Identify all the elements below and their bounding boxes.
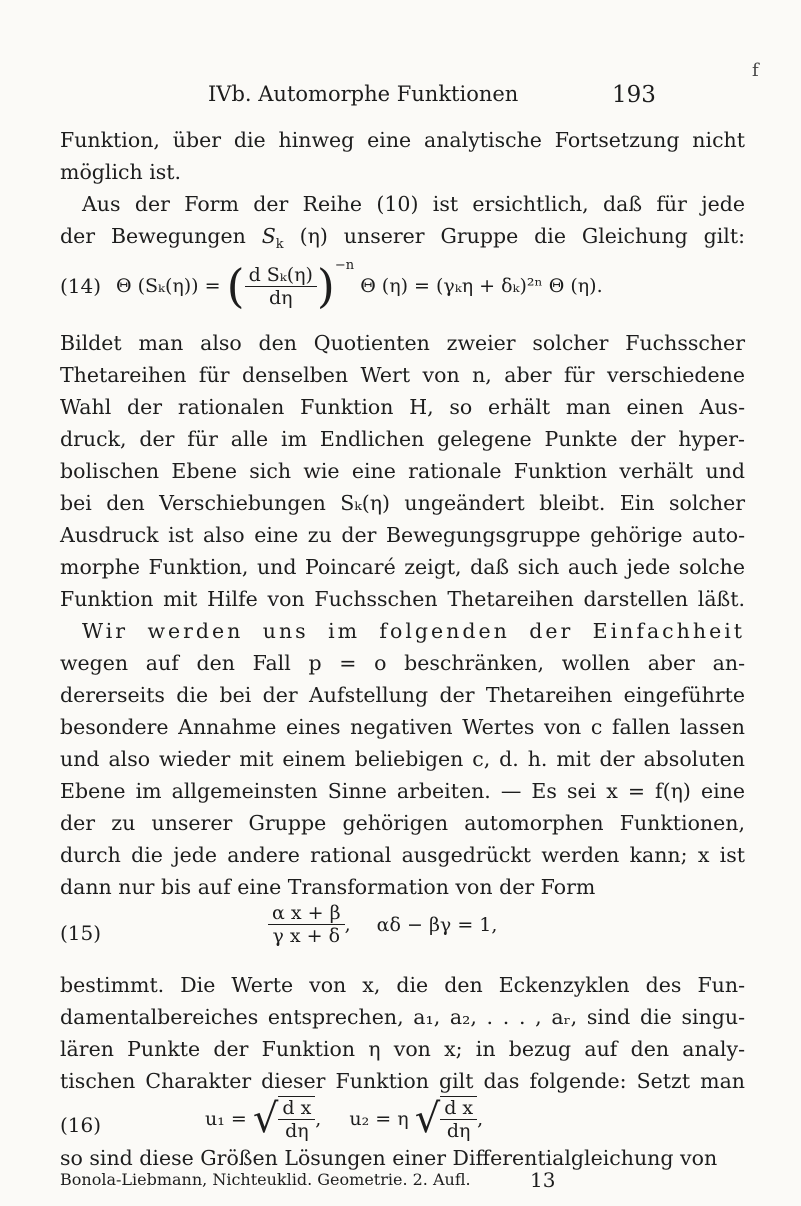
text-line: Thetareihen für denselben Wert von n, aber für verschiedene [60, 363, 745, 387]
fraction [440, 1096, 477, 1142]
equation-number: (16) [60, 1113, 102, 1137]
equation-u1: u₁ = [205, 1108, 247, 1130]
text-line: lären Punkte der Funktion η von x; in bezug auf den analy- [60, 1037, 745, 1061]
text-line: wegen auf den Fall p = o beschränken, wollen aber an- [60, 651, 745, 675]
text-line: druck, der für alle im Endlichen gelegene Punkte der hyper- [60, 427, 745, 451]
comma: , [344, 913, 351, 936]
fraction-numerator: d Sₖ(η) [245, 264, 317, 287]
fraction-numerator: α x + β [268, 902, 345, 925]
text-line: durch die jede andere rational ausgedrückt werden kann; x ist [60, 843, 745, 867]
margin-mark: f [752, 60, 759, 81]
running-header [0, 82, 801, 112]
text-line: Bildet man also den Quotienten zweier solcher Fuchsscher [60, 331, 745, 355]
text-line: und also wieder mit einem beliebigen c, d. h. mit der absoluten [60, 747, 745, 771]
text-line: Wir werden uns im folgenden der Einfachheit [82, 619, 745, 643]
fraction-denominator: dη [268, 286, 293, 309]
equation-16 [205, 1096, 483, 1142]
text-line: Ebene im allgemeinsten Sinne arbeiten. — Es sei x = f(η) eine [60, 779, 745, 803]
text-line: damentalbereiches entsprechen, a₁, a₂, . . . , aᵣ, sind die singu- [60, 1005, 745, 1029]
comma: , [477, 1108, 484, 1130]
text-line: möglich ist. [60, 160, 182, 184]
equation-number: (15) [60, 921, 102, 945]
text-line: Funktion, über die hinweg eine analytische Fortsetzung nicht [60, 128, 745, 152]
fraction [245, 264, 317, 309]
text-line: so sind diese Größen Lösungen einer Differentialgleichung von [60, 1146, 718, 1170]
math-symbol: S [261, 224, 276, 248]
text-line: dererseits die bei der Aufstellung der Thetareihen eingeführte [60, 683, 745, 707]
equation-number: (14) [60, 274, 102, 298]
math-subscript: k [275, 237, 284, 253]
text-line: Wahl der rationalen Funktion H, so erhält man einen Aus- [60, 395, 745, 419]
fraction-denominator: γ x + δ [272, 925, 341, 947]
fraction [278, 1096, 315, 1142]
chapter-title: IVb. Automorphe Funktionen [208, 82, 519, 106]
text-fragment: (η) unserer Gruppe die Gleichung gilt: [299, 224, 745, 248]
text-line [60, 220, 745, 261]
text-line: Funktion mit Hilfe von Fuchsschen Thetareihen darstellen läßt. [60, 587, 745, 611]
text-line: dann nur bis auf eine Transformation von der Form [60, 875, 596, 899]
page-number: 193 [612, 82, 656, 108]
right-paren: ) [316, 259, 335, 313]
text-fragment [261, 224, 284, 253]
text-line: der zu unserer Gruppe gehörigen automorphen Funktionen, [60, 811, 745, 835]
fraction-denominator: dη [285, 1120, 309, 1142]
sqrt-sign: √ [252, 1096, 279, 1142]
comma: , [315, 1108, 322, 1130]
text-line: bei den Verschiebungen Sₖ(η) ungeändert bleibt. Ein solcher [60, 491, 745, 515]
text-line: besondere Annahme eines negativen Wertes von c fallen lassen [60, 715, 745, 739]
equation-lhs: Θ (Sₖ(η)) = [116, 275, 221, 297]
signature-mark: 13 [530, 1168, 556, 1192]
fraction-numerator: d x [440, 1097, 477, 1120]
equation-rhs: αδ − βγ = 1, [376, 913, 498, 936]
equation-14 [116, 258, 603, 313]
text-line: Ausdruck ist also eine zu der Bewegungsgruppe gehörige auto- [60, 523, 745, 547]
text-line: bolischen Ebene sich wie eine rationale Funktion verhält und [60, 459, 745, 483]
text-line: Aus der Form der Reihe (10) ist ersichtlich, daß für jede [82, 192, 745, 216]
fraction-denominator: dη [446, 1120, 471, 1142]
equation-rhs: Θ (η) = (γₖη + δₖ)²ⁿ Θ (η). [360, 275, 603, 297]
text-fragment: der Bewegungen [60, 224, 246, 248]
text-line: bestimmt. Die Werte von x, die den Eckenzyklen des Fun- [60, 973, 745, 997]
exponent: −n [334, 258, 355, 273]
equation-u2: u₂ = η [349, 1108, 409, 1130]
equation-15 [268, 902, 497, 947]
left-paren: ( [226, 259, 245, 313]
footer-citation: Bonola-Liebmann, Nichteuklid. Geometrie. 2. Aufl. [60, 1170, 471, 1189]
text-line: tischen Charakter dieser Funktion gilt das folgende: Setzt man [60, 1069, 745, 1093]
sqrt-sign: √ [414, 1096, 441, 1142]
fraction-numerator: d x [278, 1097, 315, 1120]
text-line: morphe Funktion, und Poincaré zeigt, daß sich auch jede solche [60, 555, 745, 579]
fraction [268, 902, 345, 947]
